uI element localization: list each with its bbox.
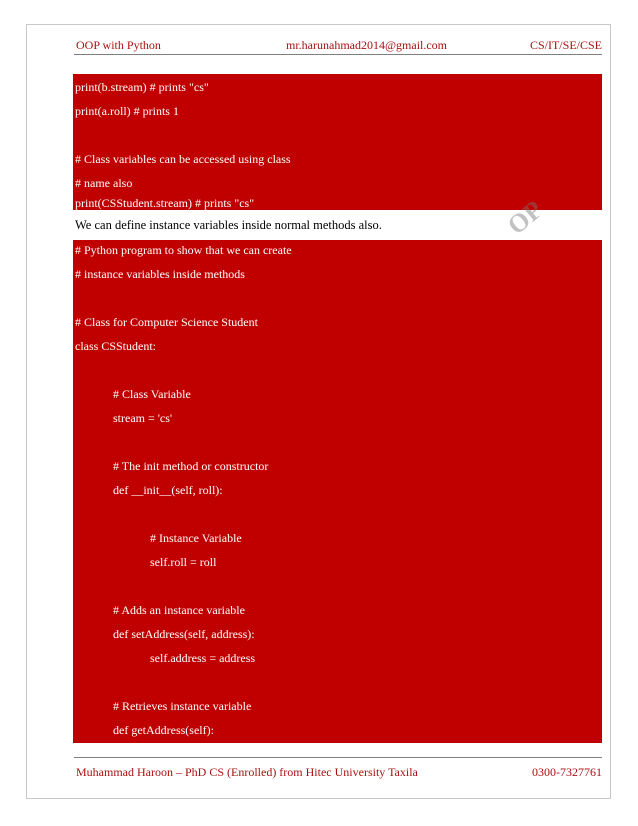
header-programs: CS/IT/SE/CSE: [529, 38, 602, 52]
body-paragraph: We can define instance variables inside normal methods also.: [75, 218, 382, 232]
page-footer: [74, 757, 602, 778]
header-email: mr.harunahmad2014@gmail.com: [286, 38, 448, 52]
code-block-2: [73, 240, 602, 743]
code-line: # Class variables can be accessed using class: [75, 152, 291, 166]
code-line: print(a.roll) # prints 1: [75, 104, 179, 118]
watermark: OP: [502, 194, 549, 241]
code-line: self.address = address: [150, 651, 256, 665]
code-line: # instance variables inside methods: [75, 267, 245, 281]
footer-phone: 0300-7327761: [532, 765, 602, 779]
code-line: self.roll = roll: [150, 555, 217, 569]
code-line: def setAddress(self, address):: [113, 627, 255, 641]
code-line: # Retrieves instance variable: [113, 699, 252, 713]
footer-author: Muhammad Haroon – PhD CS (Enrolled) from Hitec University Taxila: [76, 765, 418, 779]
code-line: print(CSStudent.stream) # prints "cs": [75, 196, 255, 210]
page-header: [74, 36, 602, 55]
code-line: # Instance Variable: [150, 531, 242, 545]
code-line: def getAddress(self):: [113, 723, 214, 737]
code-line: # Adds an instance variable: [113, 603, 245, 617]
code-block-1: [73, 74, 602, 210]
code-line: # Python program to show that we can create: [75, 243, 292, 257]
code-line: stream = 'cs': [113, 411, 173, 425]
code-line: # The init method or constructor: [113, 459, 269, 473]
code-line: print(b.stream) # prints "cs": [75, 80, 209, 94]
code-line: # Class for Computer Science Student: [75, 315, 258, 329]
code-line: # name also: [75, 176, 133, 190]
code-line: # Class Variable: [113, 387, 191, 401]
header-course-title: OOP with Python: [76, 38, 161, 52]
code-line: def __init__(self, roll):: [113, 483, 223, 497]
code-line: class CSStudent:: [75, 339, 157, 353]
